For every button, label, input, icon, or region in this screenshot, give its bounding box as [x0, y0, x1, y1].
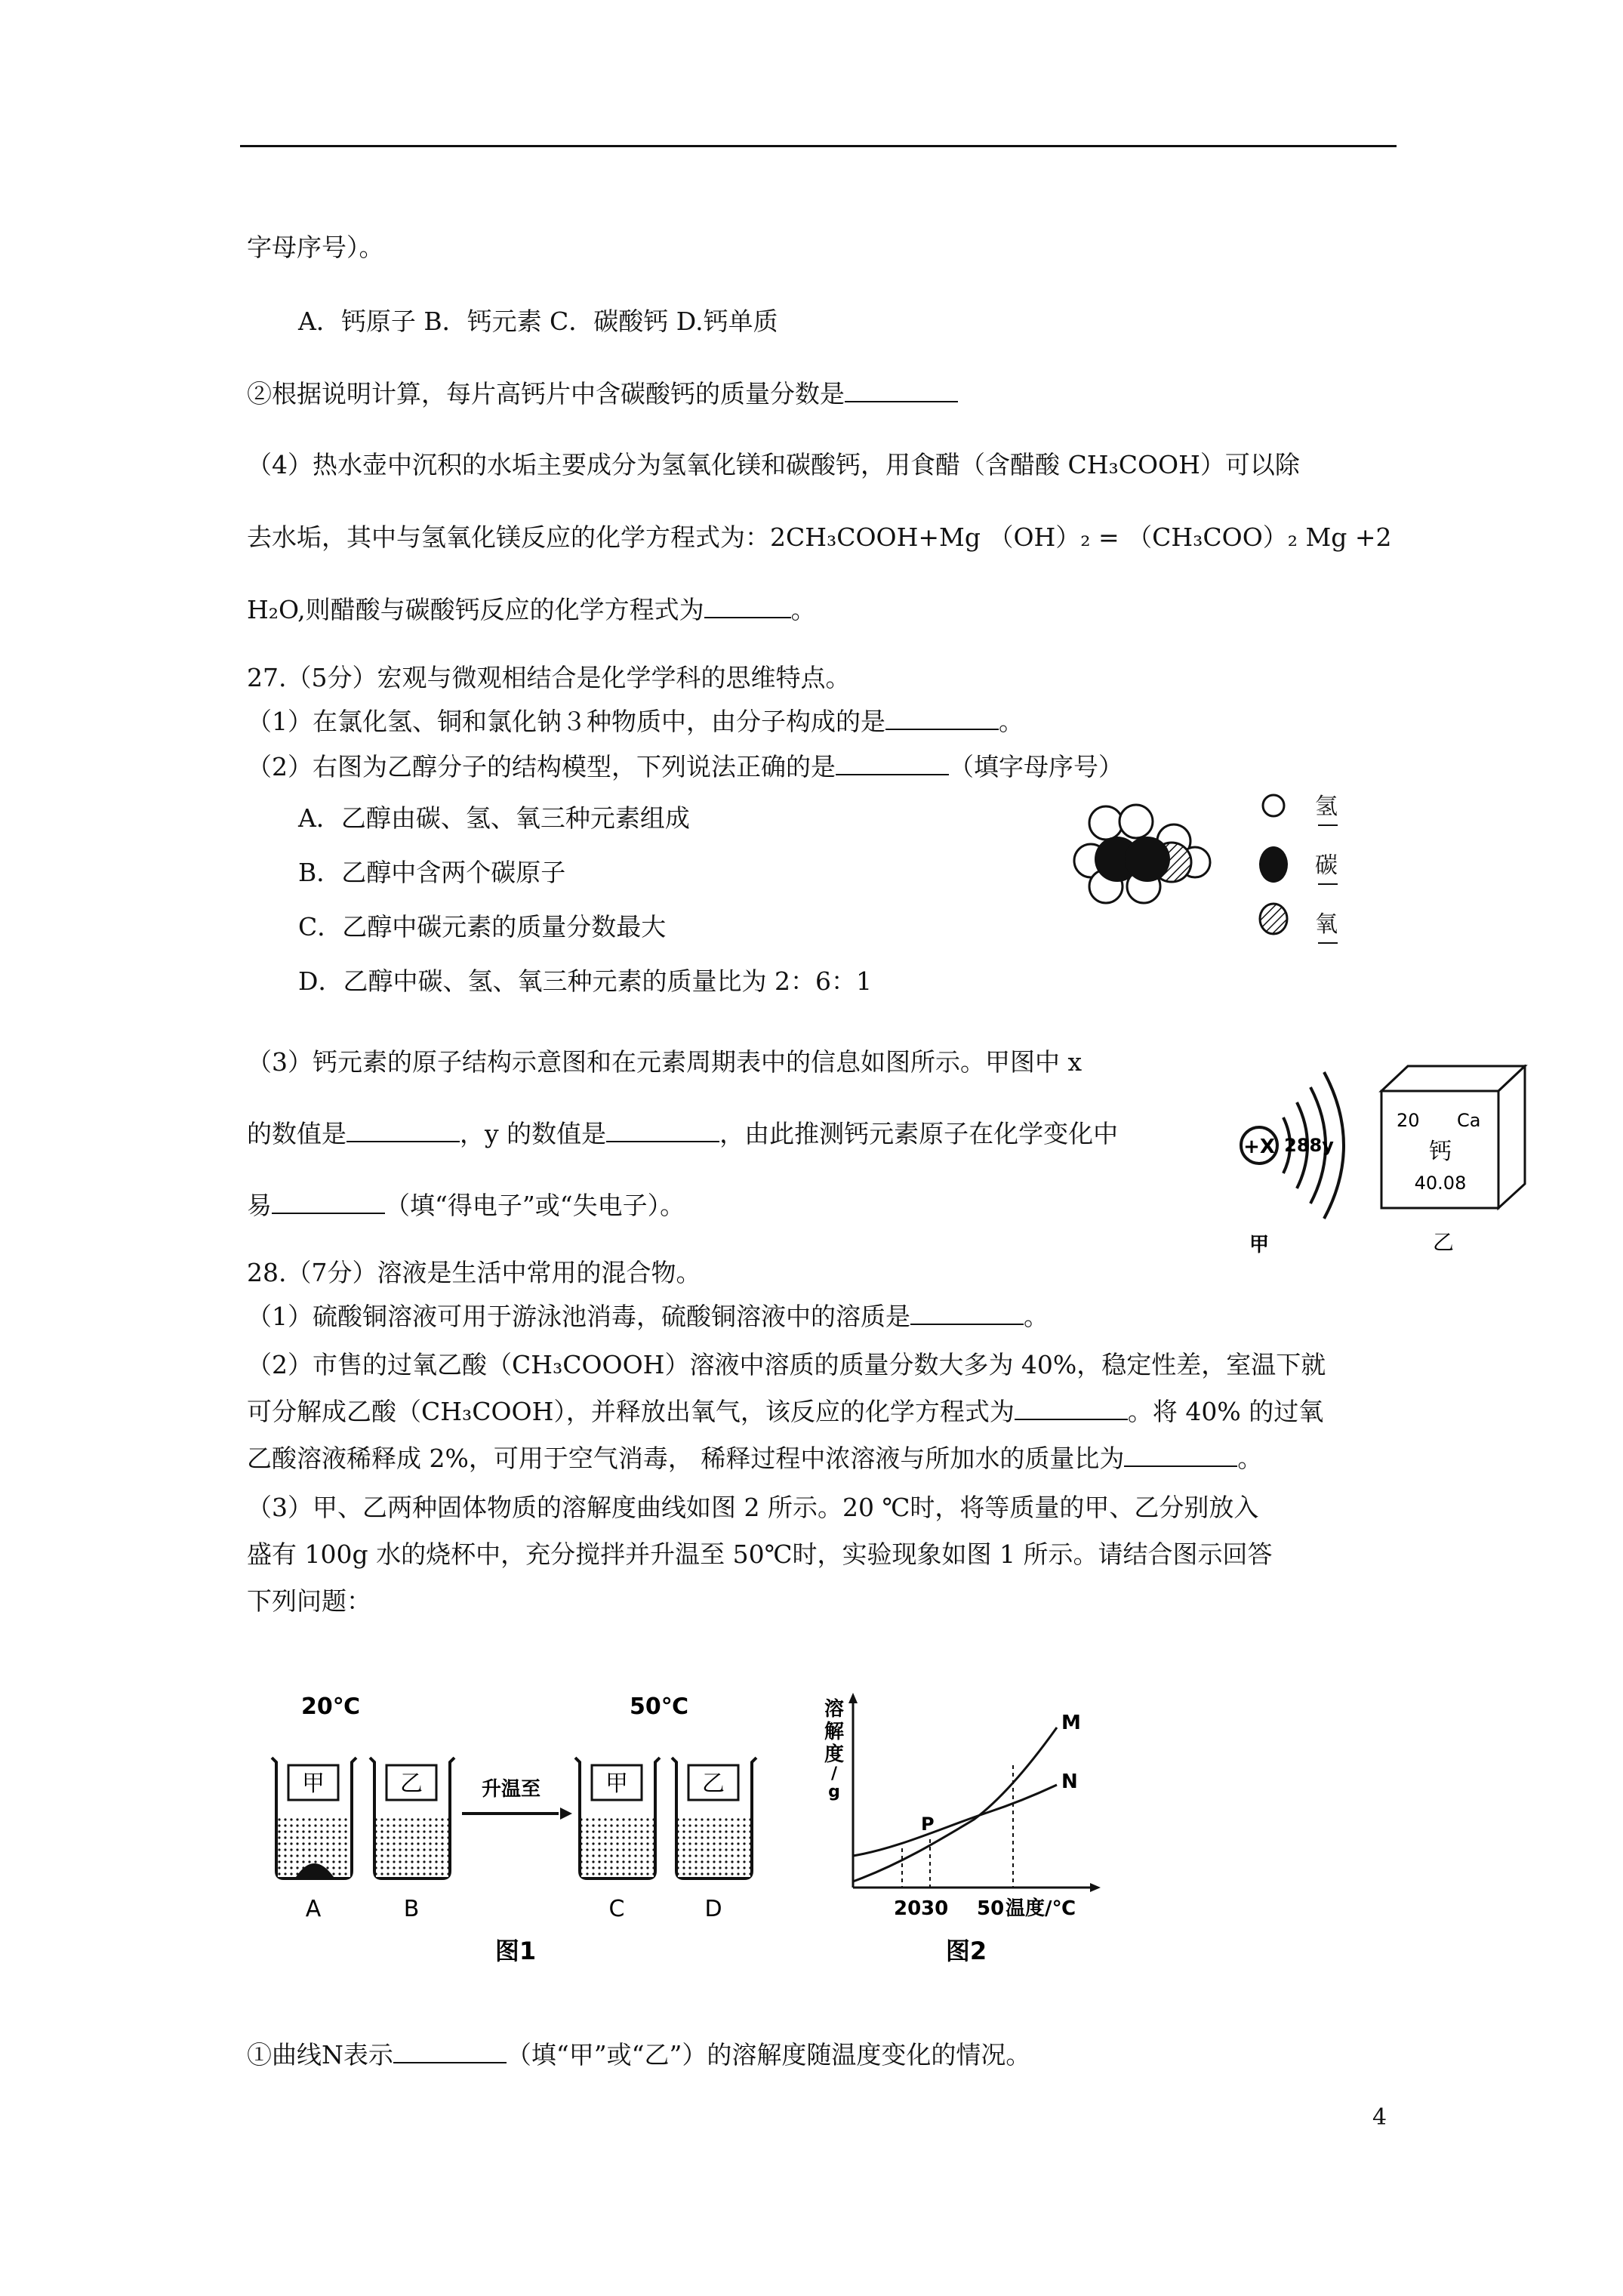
hydrogen-label: 氢 [1315, 794, 1338, 820]
answer-blank[interactable] [1124, 1443, 1237, 1467]
figure-2-solubility-curves [815, 1691, 1132, 1963]
atomic-number: 20 [1397, 1110, 1420, 1131]
temp-20c-label: 20℃ [300, 1693, 361, 1720]
question-28-title: 28.（7分）溶液是生活中常用的混合物。 [247, 1258, 701, 1287]
punctuation: 。 [999, 707, 1024, 736]
svg-text:升温至: 升温至 [481, 1778, 541, 1801]
text-line: 下列问题： [247, 1586, 371, 1616]
svg-text:D: D [704, 1896, 722, 1922]
answer-blank[interactable] [606, 1118, 719, 1142]
answer-blank[interactable] [704, 594, 791, 618]
oxygen-label: 氧 [1315, 911, 1338, 938]
figure-2-caption: 图2 [945, 1937, 987, 1963]
x-axis-label: 温度/℃ [1006, 1897, 1076, 1920]
question-27-title: 27.（5分）宏观与微观相结合是化学学科的思维特点。 [247, 663, 851, 692]
question-text: （2）右图为乙醇分子的结构模型，下列说法正确的是 [247, 752, 836, 781]
text-line: 字母序号）。 [247, 233, 384, 262]
answer-blank[interactable] [836, 751, 949, 775]
y-axis-label-2: 解 [824, 1721, 845, 1743]
question-text: （1）在氯化氢、铜和氯化钠３种物质中，由分子构成的是 [247, 707, 885, 736]
heat-arrow [462, 1778, 572, 1820]
figure-1-caption: 图1 [494, 1937, 537, 1963]
answer-blank[interactable] [1015, 1396, 1128, 1420]
hydrogen-atom [1119, 805, 1153, 838]
intersection-p-label: P [921, 1814, 935, 1835]
question-text: ，由此推测钙元素原子在化学变化中 [719, 1119, 1119, 1148]
hydrogen-legend-icon [1263, 795, 1284, 816]
molecule-legend [1253, 781, 1351, 963]
text-line [247, 1442, 1262, 1475]
svg-text:B: B [403, 1896, 420, 1922]
beaker-c [575, 1758, 660, 1922]
option-c: C．乙醇中碳元素的质量分数最大 [298, 912, 667, 942]
option-d: D．乙醇中碳、氢、氧三种元素的质量比为 2：6：1 [298, 966, 872, 996]
answer-options: A．钙原子 B．钙元素 C．碳酸钙 D.钙单质 [298, 307, 778, 336]
x-tick-30: 30 [921, 1897, 949, 1920]
answer-blank[interactable] [910, 1301, 1024, 1325]
punctuation: 。 [1237, 1444, 1263, 1473]
element-name: 钙 [1429, 1139, 1452, 1165]
figure-1-beakers [264, 1684, 815, 1963]
text-line [247, 1189, 685, 1222]
svg-text:乙: 乙 [702, 1771, 725, 1797]
carbon-label: 碳 [1315, 852, 1338, 879]
y-axis-label-3: 度 [824, 1743, 845, 1766]
question-text: （1）硫酸铜溶液可用于游泳池消毒，硫酸铜溶液中的溶质是 [247, 1302, 910, 1331]
beaker-d [672, 1758, 756, 1922]
element-card-caption: 乙 [1432, 1230, 1455, 1255]
question-text: （填字母序号） [949, 752, 1123, 781]
carbon-atom [1125, 837, 1170, 882]
text-line: （2）市售的过氧乙酸（CH₃COOOH）溶液中溶质的质量分数大多为 40%，稳定性差，室温下就 [247, 1350, 1326, 1379]
svg-text:甲: 甲 [302, 1771, 325, 1797]
page-number: 4 [1372, 2104, 1387, 2131]
option-a: A．乙醇由碳、氢、氧三种元素组成 [298, 803, 690, 833]
text-line [247, 1117, 1118, 1151]
element-card [1374, 1065, 1532, 1261]
carbon-legend-icon [1259, 846, 1288, 883]
x-tick-50: 50 [977, 1897, 1005, 1920]
question-text: 的数值是 [247, 1119, 346, 1148]
question-text: ②根据说明计算，每片高钙片中含碳酸钙的质量分数是 [247, 379, 845, 408]
text-line: 盛有 100g 水的烧杯中，充分搅拌并升温至 50℃时，实验现象如图 1 所示。请结合图示回答 [247, 1539, 1273, 1569]
text-line [247, 1300, 1049, 1333]
text-line [247, 750, 1123, 784]
answer-blank[interactable] [393, 2039, 507, 2063]
beaker-a [272, 1758, 356, 1922]
curve-m [853, 1727, 1057, 1881]
question-text: ，y 的数值是 [460, 1119, 607, 1148]
y-axis-label-5: g [828, 1783, 840, 1801]
svg-text:乙: 乙 [400, 1771, 423, 1797]
punctuation: 。 [790, 595, 816, 624]
text-line [247, 378, 958, 411]
text-line [247, 705, 1024, 738]
header-rule [240, 145, 1397, 147]
text-line: （3）钙元素的原子结构示意图和在元素周期表中的信息如图所示。甲图中 x [247, 1047, 1083, 1077]
nucleus-charge: +X [1243, 1136, 1275, 1158]
question-text: 乙酸溶液稀释成 2%，可用于空气消毒， 稀释过程中浓溶液与所加水的质量比为 [247, 1444, 1125, 1473]
calcium-atom-diagram [1230, 1053, 1351, 1257]
question-text: （填“得电子”或“失电子）。 [385, 1191, 685, 1220]
text-line [247, 593, 816, 627]
answer-blank[interactable] [845, 378, 958, 402]
question-text: H₂O,则醋酸与碳酸钙反应的化学方程式为 [247, 595, 704, 624]
svg-text:C: C [608, 1896, 625, 1922]
element-symbol: Ca [1457, 1110, 1481, 1131]
x-tick-20: 20 [894, 1897, 922, 1920]
text-line [247, 2039, 1030, 2072]
atom-diagram-caption: 甲 [1249, 1234, 1270, 1256]
answer-blank[interactable] [346, 1118, 460, 1142]
svg-text:甲: 甲 [605, 1771, 628, 1797]
svg-text:A: A [305, 1896, 322, 1922]
curve-n [853, 1785, 1057, 1856]
curve-n-label: N [1061, 1771, 1078, 1793]
question-text: ①曲线N表示 [247, 2040, 393, 2069]
hydrogen-atom [1089, 806, 1123, 840]
curve-m-label: M [1061, 1712, 1081, 1734]
text-line: （3）甲、乙两种固体物质的溶解度曲线如图 2 所示。20 ℃时，将等质量的甲、乙分别放入 [247, 1493, 1259, 1522]
question-text: 。将 40% 的过氧 [1127, 1397, 1324, 1426]
atomic-mass: 40.08 [1414, 1173, 1467, 1194]
question-text: 易 [247, 1191, 272, 1220]
question-text: 可分解成乙酸（CH₃COOH），并释放出氧气，该反应的化学方程式为 [247, 1397, 1015, 1426]
electron-shells: 288y [1284, 1135, 1334, 1156]
beaker-b [370, 1758, 454, 1922]
question-text: （填“甲”或“乙”）的溶解度随温度变化的情况。 [506, 2040, 1031, 2069]
y-axis-label-4: / [830, 1764, 838, 1783]
answer-blank[interactable] [885, 706, 999, 730]
oxygen-legend-icon [1260, 904, 1287, 934]
y-axis-label-1: 溶 [824, 1698, 845, 1721]
temp-50c-label: 50℃ [629, 1693, 689, 1720]
punctuation: 。 [1024, 1302, 1049, 1331]
answer-blank[interactable] [272, 1190, 385, 1214]
text-line: 去水垢，其中与氢氧化镁反应的化学方程式为：2CH₃COOH+Mg （OH）₂ = （CH₃COO）₂ Mg +2 [247, 522, 1392, 552]
text-line: （4）热水壶中沉积的水垢主要成分为氢氧化镁和碳酸钙，用食醋（含醋酸 CH₃COOH）可以除 [247, 450, 1300, 479]
option-b: B．乙醇中含两个碳原子 [298, 858, 566, 887]
text-line [247, 1395, 1323, 1428]
